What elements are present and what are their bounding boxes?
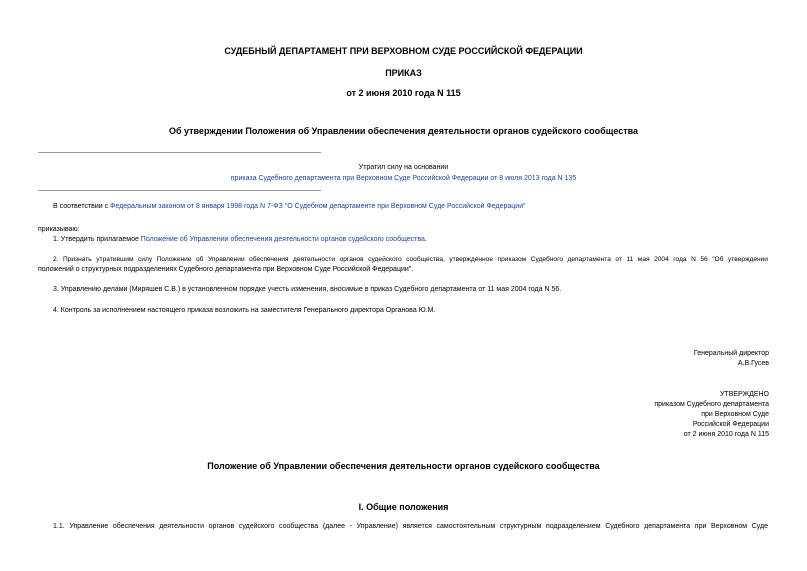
invalidation-link[interactable]: приказа Судебного департамента при Верховном Суде Российской Федерации от 8 июля 2013 года N 135 — [230, 175, 577, 182]
divider-bottom — [38, 190, 321, 191]
approval-line-1: УТВЕРЖДЕНО — [719, 391, 769, 398]
item-4: 4. Контроль за исполнением настоящего приказа возложить на заместителя Генерального директора Органова Ю.М. — [53, 307, 436, 314]
preamble — [53, 203, 526, 210]
preamble-prefix: В соответствии с — [53, 203, 111, 210]
item-1 — [53, 236, 427, 243]
item-2-line-2: положений о структурных подразделениях Судебного департамента при Верховном Суде Российской Федерации". — [38, 266, 414, 273]
document-title: Об утверждении Положения об Управлении обеспечения деятельности органов судейского сообщества — [168, 126, 639, 136]
date-number-heading: от 2 июня 2010 года N 115 — [346, 88, 461, 98]
item-3: 3. Управлению делами (Миряшев С.В.) в установленном порядке учесть изменения, вносимые в приказ Судебного департамента от 11 мая 2004 года N 56. — [53, 286, 562, 293]
signature-position: Генеральный директор — [693, 350, 769, 357]
org-heading: СУДЕБНЫЙ ДЕПАРТАМЕНТ ПРИ ВЕРХОВНОМ СУДЕ РОССИЙСКОЙ ФЕДЕРАЦИИ — [224, 46, 583, 56]
item-1-suffix: . — [424, 236, 427, 243]
item-2-line-1 — [53, 256, 768, 263]
approval-line-2: приказом Судебного департамента — [654, 401, 769, 408]
doc-type-heading: ПРИКАЗ — [385, 68, 422, 78]
item-2-line-1-text: 2. Признать утратившим силу Положение об Управлении обеспечения деятельности органов судейского сообщества, утвержденное приказом Судебного департамента от 11 мая 2004 года N 56 "Об утверждении — [53, 256, 768, 263]
item-1-prefix: 1. Утвердить прилагаемое — [53, 236, 141, 243]
regulation-title: Положение об Управлении обеспечения деятельности органов судейского сообщества — [207, 461, 600, 471]
clause-1-1 — [53, 523, 768, 530]
signature-name: А.В.Гусев — [737, 360, 769, 367]
federal-law-link[interactable]: Федеральным законом от 8 января 1998 года N 7-ФЗ "О Судебном департаменте при Верховном Суде Российской Федерации" — [110, 203, 526, 210]
section-1-heading: I. Общие положения — [358, 502, 449, 512]
invalidation-line — [0, 175, 807, 182]
regulation-link[interactable]: Положение об Управлении обеспечения деятельности органов судейского сообщества — [140, 236, 425, 243]
divider-top — [38, 152, 321, 153]
approval-line-3: при Верховном Суде — [701, 411, 769, 418]
approval-line-4: Российской Федерации — [692, 421, 769, 428]
order-word: приказываю: — [38, 226, 80, 233]
invalidation-note: Утратил силу на основании — [358, 164, 449, 171]
approval-line-5: от 2 июня 2010 года N 115 — [683, 431, 769, 438]
clause-1-1-text: 1.1. Управление обеспечения деятельности органов судейского сообщества (далее - Управление) является самостоятельным структурным подразделением Судебного департамента при Верховном Суде — [53, 523, 768, 530]
